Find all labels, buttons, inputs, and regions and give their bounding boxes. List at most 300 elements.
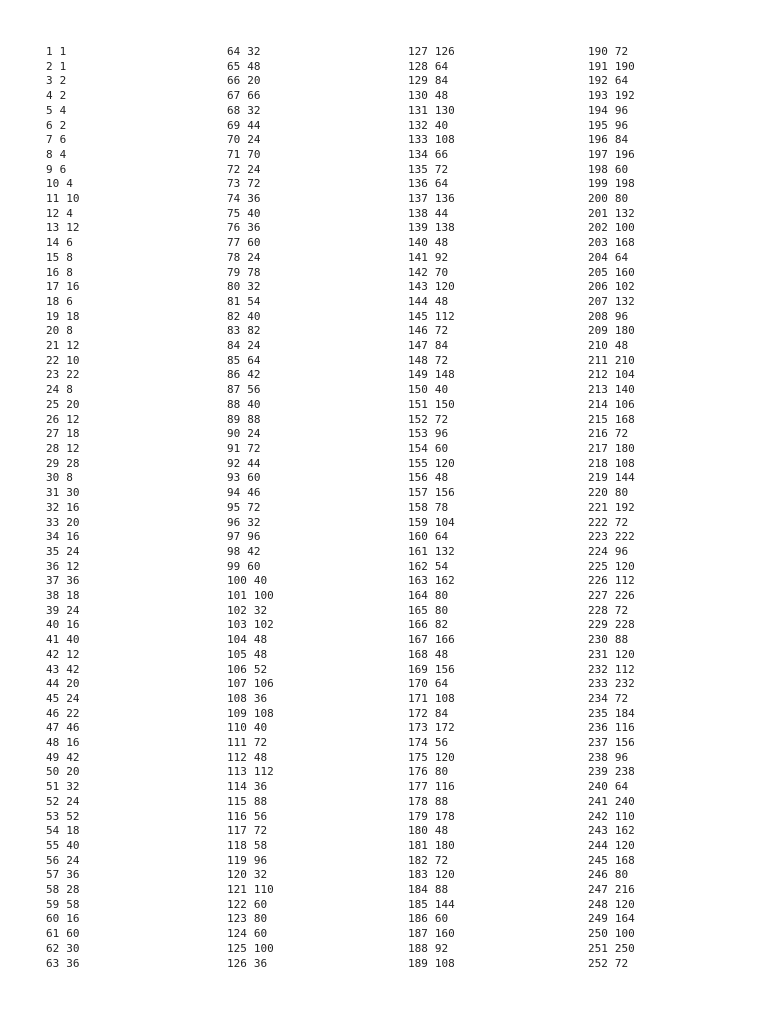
row-number: 61 xyxy=(46,927,60,941)
table-row xyxy=(408,354,455,369)
table-row xyxy=(46,501,80,516)
table-row xyxy=(227,663,274,678)
row-value: 132 xyxy=(434,544,455,558)
row-number: 197 xyxy=(588,147,608,161)
table-row xyxy=(408,633,455,648)
table-row xyxy=(588,457,635,472)
table-row xyxy=(588,398,635,413)
row-value: 72 xyxy=(434,853,449,867)
table-row xyxy=(408,912,455,927)
row-value: 18 xyxy=(66,309,80,323)
row-number: 48 xyxy=(46,736,60,750)
table-row xyxy=(588,177,635,192)
row-number: 221 xyxy=(588,500,608,514)
row-number: 121 xyxy=(227,883,247,897)
row-value: 30 xyxy=(66,941,80,955)
row-value: 40 xyxy=(247,309,261,323)
row-number: 40 xyxy=(46,618,60,632)
row-number: 65 xyxy=(227,59,241,73)
table-row xyxy=(227,868,274,883)
row-value: 30 xyxy=(66,486,80,500)
row-number: 140 xyxy=(408,236,428,250)
table-row xyxy=(408,89,455,104)
row-number: 96 xyxy=(227,515,241,529)
row-number: 53 xyxy=(46,809,60,823)
row-value: 52 xyxy=(66,809,80,823)
row-value: 42 xyxy=(247,368,261,382)
row-value: 100 xyxy=(253,941,274,955)
table-row xyxy=(408,707,455,722)
row-number: 193 xyxy=(588,89,608,103)
row-number: 215 xyxy=(588,412,608,426)
row-number: 1 xyxy=(46,45,53,58)
row-value: 106 xyxy=(614,397,635,411)
table-row xyxy=(46,383,80,398)
row-value: 8 xyxy=(66,324,73,338)
row-number: 148 xyxy=(408,353,428,367)
table-row xyxy=(227,133,274,148)
row-value: 156 xyxy=(614,736,635,750)
row-value: 24 xyxy=(247,133,261,147)
table-row xyxy=(408,163,455,178)
row-number: 250 xyxy=(588,927,608,941)
table-row xyxy=(588,736,635,751)
row-value: 100 xyxy=(253,589,274,603)
table-row xyxy=(227,927,274,942)
row-value: 40 xyxy=(247,206,261,220)
table-row xyxy=(588,207,635,222)
table-row xyxy=(227,751,274,766)
row-value: 100 xyxy=(614,927,635,941)
row-number: 214 xyxy=(588,397,608,411)
row-value: 56 xyxy=(247,383,261,397)
row-number: 10 xyxy=(46,177,60,191)
table-row xyxy=(46,133,80,148)
row-number: 247 xyxy=(588,883,608,897)
table-row xyxy=(227,207,274,222)
row-value: 20 xyxy=(66,677,80,691)
row-value: 72 xyxy=(614,45,629,58)
row-number: 133 xyxy=(408,133,428,147)
row-number: 130 xyxy=(408,89,428,103)
row-number: 206 xyxy=(588,280,608,294)
row-number: 3 xyxy=(46,74,53,88)
table-row xyxy=(588,692,635,707)
table-row xyxy=(408,368,455,383)
row-value: 20 xyxy=(247,74,261,88)
row-number: 115 xyxy=(227,794,247,808)
row-number: 161 xyxy=(408,544,428,558)
row-value: 20 xyxy=(66,397,80,411)
row-value: 144 xyxy=(434,897,455,911)
row-value: 80 xyxy=(434,589,449,603)
row-value: 192 xyxy=(614,500,635,514)
row-value: 44 xyxy=(247,456,261,470)
table-row xyxy=(408,251,455,266)
row-value: 136 xyxy=(434,192,455,206)
row-value: 32 xyxy=(247,45,261,58)
row-value: 72 xyxy=(253,824,268,838)
table-row xyxy=(227,545,274,560)
table-row xyxy=(46,560,80,575)
row-value: 18 xyxy=(66,589,80,603)
row-value: 120 xyxy=(614,559,635,573)
row-number: 89 xyxy=(227,412,241,426)
row-number: 139 xyxy=(408,221,428,235)
row-value: 24 xyxy=(66,603,80,617)
row-number: 171 xyxy=(408,691,428,705)
table-row xyxy=(588,89,635,104)
table-row xyxy=(588,824,635,839)
table-row xyxy=(227,560,274,575)
row-value: 110 xyxy=(614,809,635,823)
row-number: 16 xyxy=(46,265,60,279)
table-row xyxy=(46,530,80,545)
table-row xyxy=(588,266,635,281)
row-number: 112 xyxy=(227,750,247,764)
row-value: 130 xyxy=(434,103,455,117)
row-number: 228 xyxy=(588,603,608,617)
row-value: 102 xyxy=(253,618,274,632)
table-row xyxy=(46,574,80,589)
row-value: 48 xyxy=(434,824,449,838)
table-row xyxy=(46,633,80,648)
row-value: 64 xyxy=(434,177,449,191)
row-number: 26 xyxy=(46,412,60,426)
row-value: 60 xyxy=(253,927,268,941)
row-value: 140 xyxy=(614,383,635,397)
table-row xyxy=(408,501,455,516)
table-row xyxy=(227,618,274,633)
row-value: 16 xyxy=(66,280,80,294)
table-row xyxy=(227,810,274,825)
row-value: 144 xyxy=(614,471,635,485)
table-row xyxy=(46,898,80,913)
row-value: 88 xyxy=(434,883,449,897)
table-row xyxy=(408,530,455,545)
row-number: 211 xyxy=(588,353,608,367)
row-value: 42 xyxy=(66,750,80,764)
row-value: 238 xyxy=(614,765,635,779)
row-number: 225 xyxy=(588,559,608,573)
row-number: 235 xyxy=(588,706,608,720)
row-number: 223 xyxy=(588,530,608,544)
row-value: 40 xyxy=(253,721,268,735)
table-row xyxy=(588,927,635,942)
row-value: 36 xyxy=(66,956,80,970)
row-number: 18 xyxy=(46,294,60,308)
row-number: 201 xyxy=(588,206,608,220)
row-number: 212 xyxy=(588,368,608,382)
row-value: 64 xyxy=(247,353,261,367)
row-value: 48 xyxy=(253,647,268,661)
row-number: 128 xyxy=(408,59,428,73)
row-number: 227 xyxy=(588,589,608,603)
row-number: 246 xyxy=(588,868,608,882)
table-row xyxy=(588,295,635,310)
row-number: 17 xyxy=(46,280,60,294)
row-number: 243 xyxy=(588,824,608,838)
table-row xyxy=(588,501,635,516)
row-number: 120 xyxy=(227,868,247,882)
table-row xyxy=(588,721,635,736)
row-number: 27 xyxy=(46,427,60,441)
row-number: 7 xyxy=(46,133,53,147)
row-value: 4 xyxy=(66,177,73,191)
row-number: 77 xyxy=(227,236,241,250)
row-value: 24 xyxy=(66,691,80,705)
row-value: 72 xyxy=(253,736,268,750)
row-value: 48 xyxy=(434,471,449,485)
row-value: 1 xyxy=(59,45,67,58)
table-row xyxy=(588,104,635,119)
table-row xyxy=(227,89,274,104)
table-row xyxy=(227,898,274,913)
row-number: 107 xyxy=(227,677,247,691)
row-number: 196 xyxy=(588,133,608,147)
row-value: 2 xyxy=(59,74,67,88)
table-row xyxy=(46,780,80,795)
row-number: 23 xyxy=(46,368,60,382)
row-value: 2 xyxy=(59,89,67,103)
row-value: 60 xyxy=(614,162,629,176)
row-number: 55 xyxy=(46,838,60,852)
row-value: 78 xyxy=(247,265,261,279)
row-number: 175 xyxy=(408,750,428,764)
table-row xyxy=(46,104,80,119)
table-row xyxy=(46,280,80,295)
row-value: 32 xyxy=(247,280,261,294)
row-value: 108 xyxy=(253,706,274,720)
row-value: 36 xyxy=(253,780,268,794)
row-number: 164 xyxy=(408,589,428,603)
row-number: 181 xyxy=(408,838,428,852)
row-number: 90 xyxy=(227,427,241,441)
row-value: 48 xyxy=(247,59,261,73)
table-row xyxy=(408,104,455,119)
row-number: 33 xyxy=(46,515,60,529)
table-row xyxy=(588,60,635,75)
row-value: 164 xyxy=(614,912,635,926)
table-row xyxy=(408,457,455,472)
row-value: 120 xyxy=(614,647,635,661)
row-number: 203 xyxy=(588,236,608,250)
row-value: 48 xyxy=(434,89,449,103)
row-value: 42 xyxy=(247,544,261,558)
row-number: 156 xyxy=(408,471,428,485)
row-number: 75 xyxy=(227,206,241,220)
row-value: 190 xyxy=(614,59,635,73)
table-row xyxy=(46,471,80,486)
row-value: 168 xyxy=(614,853,635,867)
table-row xyxy=(588,883,635,898)
column-4 xyxy=(588,45,635,971)
table-row xyxy=(46,442,80,457)
row-number: 83 xyxy=(227,324,241,338)
table-row xyxy=(408,898,455,913)
row-value: 108 xyxy=(614,456,635,470)
row-value: 24 xyxy=(66,853,80,867)
row-number: 170 xyxy=(408,677,428,691)
row-number: 98 xyxy=(227,544,241,558)
table-row xyxy=(227,236,274,251)
row-value: 24 xyxy=(66,794,80,808)
row-value: 110 xyxy=(253,883,274,897)
row-value: 156 xyxy=(434,486,455,500)
table-row xyxy=(408,148,455,163)
row-value: 72 xyxy=(247,177,261,191)
row-number: 72 xyxy=(227,162,241,176)
table-row xyxy=(227,912,274,927)
row-value: 46 xyxy=(66,721,80,735)
row-value: 72 xyxy=(247,441,261,455)
table-row xyxy=(588,413,635,428)
table-row xyxy=(588,192,635,207)
table-row xyxy=(227,60,274,75)
row-value: 4 xyxy=(59,147,67,161)
row-value: 72 xyxy=(614,956,629,970)
row-number: 28 xyxy=(46,441,60,455)
row-value: 22 xyxy=(66,706,80,720)
table-row xyxy=(46,339,80,354)
row-number: 100 xyxy=(227,574,247,588)
table-row xyxy=(588,427,635,442)
row-value: 148 xyxy=(434,368,455,382)
table-row xyxy=(46,854,80,869)
row-value: 92 xyxy=(434,941,449,955)
table-row xyxy=(588,119,635,134)
table-row xyxy=(588,618,635,633)
table-row xyxy=(46,545,80,560)
row-number: 85 xyxy=(227,353,241,367)
row-value: 54 xyxy=(434,559,449,573)
row-value: 120 xyxy=(614,838,635,852)
row-value: 16 xyxy=(66,912,80,926)
row-number: 70 xyxy=(227,133,241,147)
row-number: 241 xyxy=(588,794,608,808)
row-value: 112 xyxy=(614,574,635,588)
row-number: 238 xyxy=(588,750,608,764)
row-value: 240 xyxy=(614,794,635,808)
table-row xyxy=(588,221,635,236)
row-number: 114 xyxy=(227,780,247,794)
row-number: 102 xyxy=(227,603,247,617)
row-value: 116 xyxy=(434,780,455,794)
row-value: 40 xyxy=(434,118,449,132)
row-number: 22 xyxy=(46,353,60,367)
row-number: 251 xyxy=(588,941,608,955)
table-row xyxy=(588,574,635,589)
column-3 xyxy=(408,45,455,971)
table-row xyxy=(408,236,455,251)
table-row xyxy=(227,266,274,281)
row-number: 165 xyxy=(408,603,428,617)
table-row xyxy=(46,883,80,898)
row-value: 104 xyxy=(434,515,455,529)
row-number: 12 xyxy=(46,206,60,220)
row-number: 14 xyxy=(46,236,60,250)
table-row xyxy=(588,795,635,810)
table-row xyxy=(227,295,274,310)
row-value: 8 xyxy=(66,471,73,485)
table-row xyxy=(227,677,274,692)
row-value: 192 xyxy=(614,89,635,103)
row-value: 96 xyxy=(614,750,629,764)
table-row xyxy=(408,589,455,604)
row-number: 153 xyxy=(408,427,428,441)
row-value: 48 xyxy=(253,750,268,764)
row-number: 191 xyxy=(588,59,608,73)
row-value: 132 xyxy=(614,294,635,308)
row-number: 49 xyxy=(46,750,60,764)
table-row xyxy=(227,604,274,619)
table-row xyxy=(408,427,455,442)
table-row xyxy=(588,442,635,457)
table-row xyxy=(46,368,80,383)
row-number: 179 xyxy=(408,809,428,823)
row-value: 112 xyxy=(253,765,274,779)
row-value: 4 xyxy=(59,103,67,117)
row-value: 166 xyxy=(434,633,455,647)
table-row xyxy=(46,824,80,839)
row-value: 60 xyxy=(253,897,268,911)
row-value: 168 xyxy=(614,412,635,426)
row-value: 64 xyxy=(614,250,629,264)
row-value: 84 xyxy=(434,706,449,720)
table-row xyxy=(46,427,80,442)
row-value: 120 xyxy=(434,750,455,764)
row-number: 9 xyxy=(46,162,53,176)
row-value: 96 xyxy=(614,103,629,117)
row-number: 125 xyxy=(227,941,247,955)
table-row xyxy=(408,383,455,398)
table-row xyxy=(227,633,274,648)
table-row xyxy=(227,501,274,516)
table-row xyxy=(46,398,80,413)
row-number: 81 xyxy=(227,294,241,308)
row-number: 145 xyxy=(408,309,428,323)
row-number: 110 xyxy=(227,721,247,735)
row-number: 237 xyxy=(588,736,608,750)
row-value: 40 xyxy=(434,383,449,397)
table-row xyxy=(227,707,274,722)
table-row xyxy=(408,721,455,736)
row-value: 60 xyxy=(434,441,449,455)
row-number: 195 xyxy=(588,118,608,132)
table-row xyxy=(588,560,635,575)
table-row xyxy=(227,251,274,266)
row-value: 72 xyxy=(247,500,261,514)
row-number: 111 xyxy=(227,736,247,750)
table-row xyxy=(408,45,455,60)
row-value: 24 xyxy=(66,544,80,558)
row-number: 88 xyxy=(227,397,241,411)
row-number: 185 xyxy=(408,897,428,911)
row-value: 72 xyxy=(434,353,449,367)
table-row xyxy=(408,824,455,839)
row-value: 60 xyxy=(66,927,80,941)
row-number: 177 xyxy=(408,780,428,794)
row-number: 13 xyxy=(46,221,60,235)
row-number: 248 xyxy=(588,897,608,911)
row-number: 155 xyxy=(408,456,428,470)
table-row xyxy=(46,413,80,428)
row-value: 232 xyxy=(614,677,635,691)
row-number: 19 xyxy=(46,309,60,323)
row-number: 116 xyxy=(227,809,247,823)
table-row xyxy=(46,163,80,178)
row-number: 162 xyxy=(408,559,428,573)
